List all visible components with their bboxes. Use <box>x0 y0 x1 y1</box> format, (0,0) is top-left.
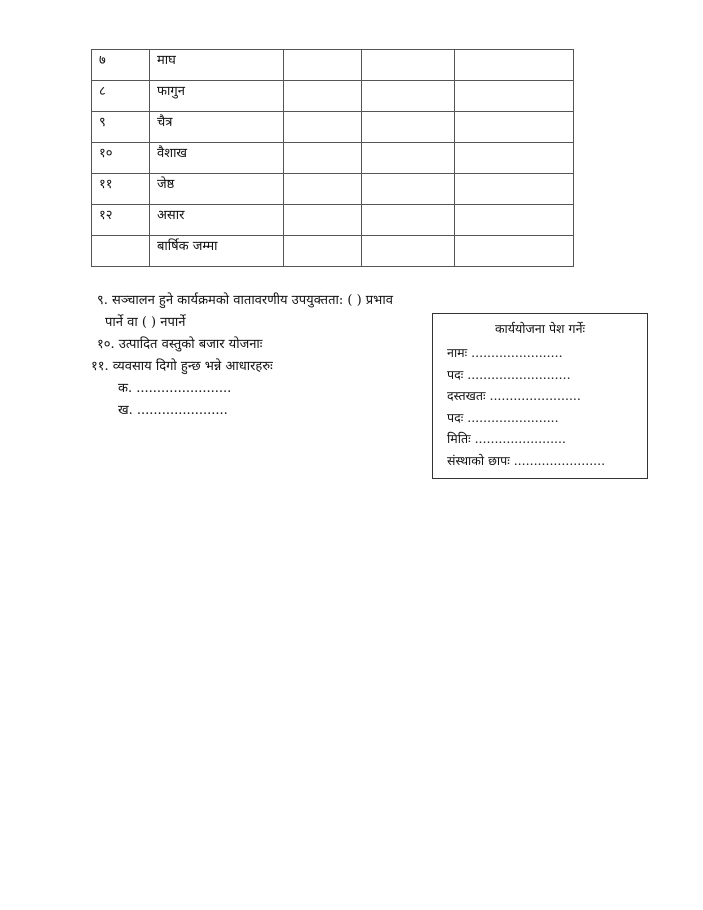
row-number: ८ <box>92 81 150 112</box>
month-name: जेष्ठ <box>150 174 284 205</box>
empty-cell <box>362 143 455 174</box>
question-11-item-a: क. ....................... <box>118 381 232 396</box>
name-field: नामः ....................... <box>447 345 563 360</box>
empty-cell <box>455 205 574 236</box>
empty-cell <box>284 50 362 81</box>
empty-cell <box>284 112 362 143</box>
empty-cell <box>362 174 455 205</box>
table-row-total <box>92 236 574 267</box>
question-9-line2: पार्ने वा ( ) नपार्ने <box>105 315 186 330</box>
empty-cell <box>455 236 574 267</box>
post-field-2: पदः ....................... <box>447 410 559 425</box>
empty-cell <box>455 112 574 143</box>
question-10: १०. उत्पादित वस्तुको बजार योजनाः <box>97 337 263 352</box>
submitter-box <box>432 313 648 479</box>
month-name: असार <box>150 205 284 236</box>
row-number: ७ <box>92 50 150 81</box>
empty-cell <box>284 205 362 236</box>
question-9-line1: ९. सञ्चालन हुने कार्यक्रमको वातावरणीय उपयुक्तता: ( ) प्रभाव <box>97 293 393 308</box>
table-row <box>92 174 574 205</box>
row-number: ११ <box>92 174 150 205</box>
row-number: १० <box>92 143 150 174</box>
empty-cell <box>362 81 455 112</box>
row-number: १२ <box>92 205 150 236</box>
empty-cell <box>362 236 455 267</box>
date-field: मितिः ....................... <box>447 431 566 446</box>
empty-cell <box>455 174 574 205</box>
empty-cell <box>362 112 455 143</box>
empty-cell <box>362 205 455 236</box>
empty-cell <box>284 236 362 267</box>
month-name: वैशाख <box>150 143 284 174</box>
table-row <box>92 205 574 236</box>
empty-cell <box>284 81 362 112</box>
post-field: पदः .......................... <box>447 367 571 382</box>
table-row <box>92 112 574 143</box>
empty-cell <box>455 143 574 174</box>
total-label: बार्षिक जम्मा <box>150 236 284 267</box>
signature-field: दस्तखतः ....................... <box>447 388 581 403</box>
empty-cell <box>455 81 574 112</box>
empty-cell <box>284 143 362 174</box>
table-row <box>92 143 574 174</box>
row-number: ९ <box>92 112 150 143</box>
empty-cell <box>455 50 574 81</box>
submitter-title: कार्ययोजना पेश गर्नेः <box>494 321 586 336</box>
question-11-item-b: ख. ...................... <box>118 403 228 418</box>
empty-cell <box>284 174 362 205</box>
table-row <box>92 50 574 81</box>
table-row <box>92 81 574 112</box>
empty-cell <box>362 50 455 81</box>
row-number <box>92 236 150 267</box>
month-name: फागुन <box>150 81 284 112</box>
month-name: चैत्र <box>150 112 284 143</box>
stamp-field: संस्थाको छापः ....................... <box>447 453 606 468</box>
question-11: ११. व्यवसाय दिगो हुन्छ भन्ने आधारहरुः <box>91 359 273 374</box>
monthly-table <box>91 49 574 267</box>
month-name: माघ <box>150 50 284 81</box>
